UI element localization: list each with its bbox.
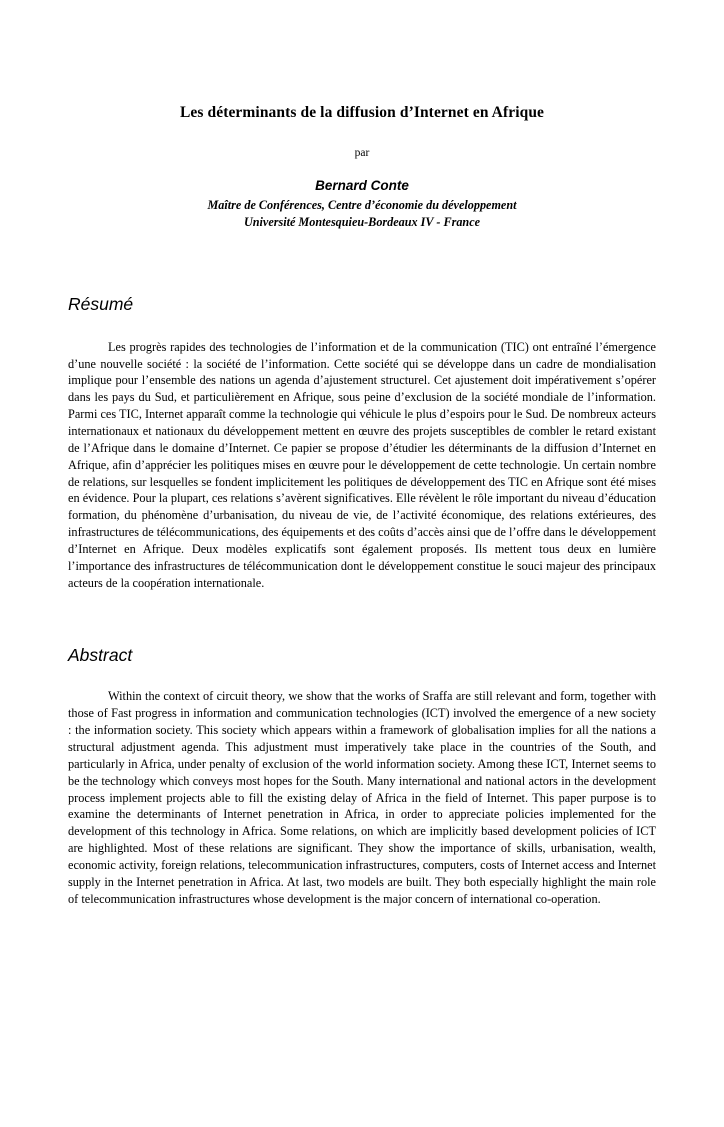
byline-par-label: par [354,147,370,160]
resume-heading: Résumé [68,293,134,314]
author-affiliation-line-1: Maître de Conférences, Centre d’économie du développement [207,198,517,213]
document-page [0,103,724,1127]
resume-text: Les progrès rapides des technologies de l’information et de la communication (TIC) ont entraîné l’émergence d’une nouvelle société : la société de l’information. Cette société qui se développe dans un cadre de mondialisation implique pour l’ensemble des nations un agenda d’ajustement structurel. Cet ajustement doit impérativement s’opérer dans les pays du Sud, et particulièrement en Afrique, sous peine d’exclusion de la société mondiale de l’information. Parmi ces TIC, Internet apparaît comme la technologie qui véhicule le plus d’espoirs pour le Sud. De nombreux acteurs internationaux et nationaux du développement mettent en œuvre des projets susceptibles de combler le retard existant de l’Afrique dans le domaine d’Internet. Ce papier se propose d’étudier les déterminants de la diffusion d’Internet en Afrique, afin d’apprécier les politiques mises en œuvre pour le développement de cette technologie. Un certain nombre de relations, sur lesquelles se fondent implicitement les politiques de développement des TIC en Afrique sont été mises en évidence. Pour la plupart, ces relations s’avèrent significatives. Elle révèlent le rôle important du niveau d’éducation formation, du phénomène d’urbanisation, du niveau de vie, de l’activité économique, des relations extérieures, des infrastructures de télécommunications, des équipements et des coûts d’accès ainsi que de l’offre dans le développement d’Internet en Afrique. Deux modèles explicatifs sont également proposés. Ils mettent tous deux en lumière l’importance des infrastructures de télécommunication dont le développement constitue le souci majeur des principaux acteurs de la coopération internationale. [68,339,656,590]
abstract-heading: Abstract [68,645,133,666]
author-affiliation-line-2: Université Montesquieu-Bordeaux IV - France [243,214,481,229]
abstract-text: Within the context of circuit theory, we show that the works of Sraffa are still relevant and form, together with those of Fast progress in information and communication technologies (ICT) involved the emergence of a new society : the information society. This society which appears within a framework of globalisation implies for all the nations a structural adjustment agenda. This adjustment must imperatively take place in the countries of the South, and particularly in Africa, under penalty of exclusion of the world information society. Among these ICT, Internet seems to be the technology which conveys most hopes for the South. Many international and national actors in the development process implement projects able to fill the existing delay of Africa in the field of Internet. This paper purpose is to examine the determinants of Internet penetration in Africa, in order to appreciate policies implemented for the development of this technology in Africa. Some relations, on which are implicitly based development policies of ICT are highlighted. Most of these relations are significant. They show the importance of skills, urbanisation, wealth, economic activity, foreign relations, telecommunication infrastructures, computers, costs of Internet access and Internet supply in the Internet penetration in Africa. At last, two models are built. They both especially highlight the main role of telecommunication infrastructures whose development is the major concern of international co-operation. [68,689,656,906]
page-title: Les déterminants de la diffusion d’Internet en Afrique [179,104,545,121]
author-name: Bernard Conte [315,178,409,194]
